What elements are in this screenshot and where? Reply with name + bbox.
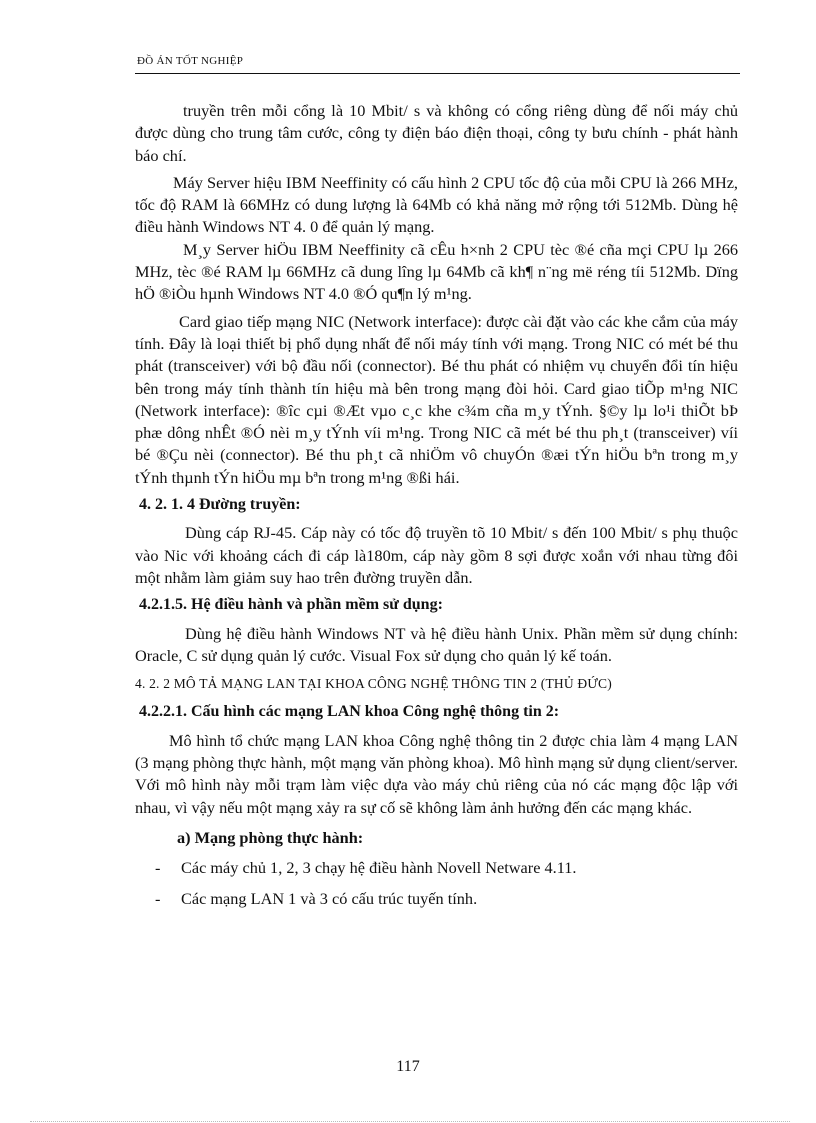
heading-cau-hinh: 4.2.2.1. Cấu hình các mạng LAN khoa Công nghệ thông tin 2: [139,703,560,721]
paragraph-2: Máy Server hiệu IBM Neeffinity có cấu hình 2 CPU tốc độ của mỗi CPU là 266 MHz, tốc độ RAM là 66MHz có dung lượng là 64Mb có khả năng mở rộng tới 512Mb. Dùng hệ điều hành Windows NT 4. 0 để quản lý mạng. [135,172,738,237]
paragraph-5: Dùng cáp RJ-45. Cáp này có tốc độ truyền tõ 10 Mbit/ s đến 100 Mbit/ s phụ thuộc vào Nic với khoảng cách đi cáp là180m, cáp này gồm 8 sợi được xoắn với nhau từng đôi một nhằm làm giảm suy hao trên đường truyền dẫn. [135,523,738,587]
heading-mo-ta-mang-lan: 4. 2. 2 MÔ TẢ MẠNG LAN TẠI KHOA CÔNG NGHỆ THÔNG TIN 2 (THỦ ĐỨC) [135,676,612,692]
page-body [135,100,738,918]
list-item [135,888,738,910]
list-item-text: Các mạng LAN 1 và 3 có cấu trúc tuyến tính. [181,888,478,908]
paragraph-3: M¸y Server hiÖu IBM Neeffinity cã cÊu h×nh 2 CPU tèc ®é cña mçi CPU lµ 266 MHz, tèc ®é RAM lµ 66MHz cã dung lîng lµ 64Mb cã kh¶ n¨ng më réng tíi 512Mb. Dïng hÖ ®iÒu hµnh Windows NT 4.0 ®Ó qu¶n lý m¹ng. [135,239,738,304]
heading-he-dieu-hanh: 4.2.1.5. Hệ điều hành và phần mềm sử dụng: [139,596,443,614]
list-item [135,857,738,879]
paragraph-1: truyền trên mỗi cổng là 10 Mbit/ s và không có cổng riêng dùng để nối máy chủ được dùng cho trung tâm cước, công ty điện báo điện thoại, công ty bưu chính - phát hành báo chí. [135,101,738,165]
bullet-list [135,857,738,910]
paragraph-4: Card giao tiếp mạng NIC (Network interface): được cài đặt vào các khe cắm của máy tính. Đây là loại thiết bị phổ dụng nhất để nối máy tính với mạng. Trong NIC có mét bé thu phát (transceiver) với bộ đầu nối (connector). Bé thu phát có nhiệm vụ chuyển đổi tín hiệu bên trong máy tính thành tín hiệu mà bên trong mạng đòi hỏi. Card giao tiÕp m¹ng NIC (Network interface): ®îc cµi ®Æt vµo c¸c khe c¾m cña m¸y tÝnh. §©y lµ lo¹i thiÕt bÞ phæ dông nhÊt ®Ó nèi m¸y tÝnh víi m¹ng. Trong NIC cã mét bé thu ph¸t (transceiver) víi bé ®Çu nèi (connector). Bé thu ph¸t cã nhiÖm vô chuyÓn ®æi tÝn hiÖu bªn trong m¸y tÝnh thµnh tÝn hiÖu mµ bªn trong m¹ng ®ßi hái. [135,311,738,487]
list-marker: - [155,858,161,878]
list-item-text: Các máy chủ 1, 2, 3 chạy hệ điều hành Novell Netware 4.11. [181,858,577,878]
paragraph-7: Mô hình tổ chức mạng LAN khoa Công nghệ thông tin 2 được chia làm 4 mạng LAN (3 mạng phòng thực hành, một mạng văn phòng khoa). Mô hình mạng sử dụng client/server. Với mô hình này mỗi trạm làm việc dựa vào máy chủ riêng của nó các mạng độc lập với nhau, vì vậy nếu một mạng xảy ra sự cố sẽ không làm ảnh hưởng đến các mạng khác. [135,730,738,817]
page-number: 117 [396,1058,420,1075]
list-marker: - [155,888,161,908]
page-header-title: ĐỒ ÁN TỐT NGHIỆP [137,55,244,67]
footer-dotted-rule [30,1121,790,1122]
subheading-mang-phong-thuc-hanh: a) Mạng phòng thực hành: [177,827,364,847]
heading-duong-truyen: 4. 2. 1. 4 Đường truyền: [139,496,301,514]
header-rule [135,73,740,74]
paragraph-6: Dùng hệ điều hành Windows NT và hệ điều hành Unix. Phần mềm sử dụng chính: Oracle, C sử dụng quản lý cước. Visual Fox sử dụng cho quản lý kế toán. [135,623,738,665]
